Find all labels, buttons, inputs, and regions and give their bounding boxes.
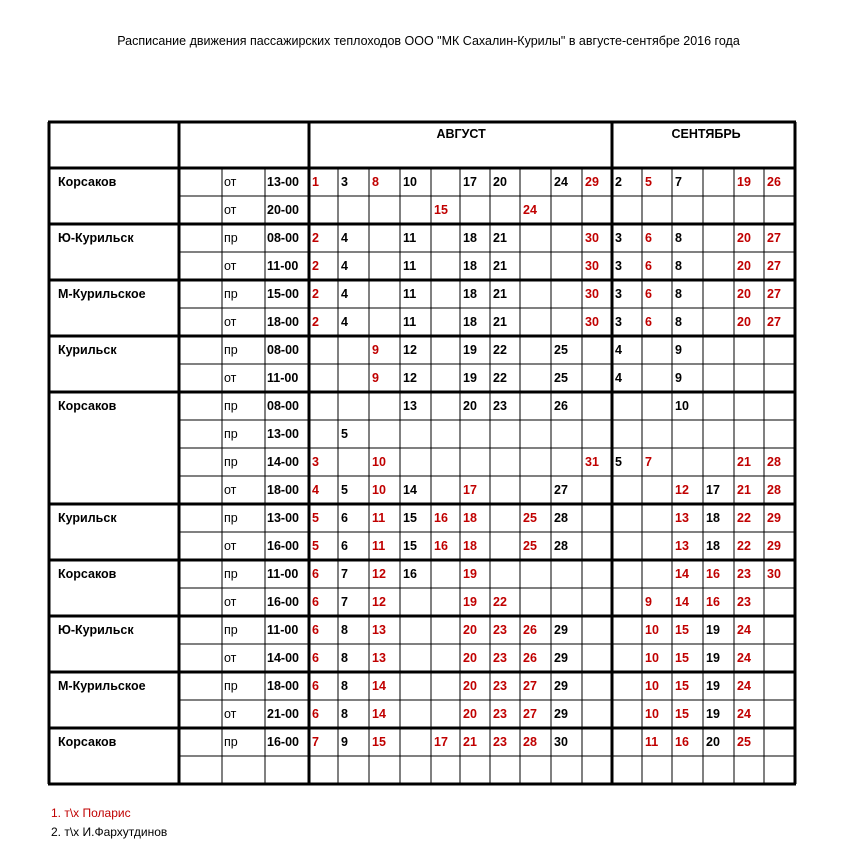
day-cell: 25: [523, 511, 537, 525]
day-cell: 4: [341, 259, 348, 273]
month-header-august: АВГУСТ: [436, 127, 486, 141]
day-cell: 9: [372, 343, 379, 357]
day-cell: 16: [706, 567, 720, 581]
day-cell: 10: [675, 399, 689, 413]
port-name: Корсаков: [58, 175, 117, 189]
day-cell: 30: [767, 567, 781, 581]
day-cell: 4: [615, 343, 622, 357]
day-cell: 7: [675, 175, 682, 189]
day-cell: 21: [493, 231, 507, 245]
day-cell: 10: [372, 455, 386, 469]
port-name: Ю-Курильск: [58, 623, 134, 637]
arrival-departure: пр: [224, 679, 238, 693]
day-cell: 6: [645, 259, 652, 273]
day-cell: 7: [341, 595, 348, 609]
day-cell: 4: [312, 483, 319, 497]
day-cell: 19: [706, 651, 720, 665]
time-cell: 16-00: [267, 735, 299, 749]
arrival-departure: пр: [224, 735, 238, 749]
day-cell: 24: [737, 707, 751, 721]
legend-ship-2: 2. т\х И.Фархутдинов: [51, 825, 168, 839]
day-cell: 10: [645, 651, 659, 665]
day-cell: 22: [493, 595, 507, 609]
arrival-departure: пр: [224, 511, 238, 525]
day-cell: 20: [463, 399, 477, 413]
day-cell: 13: [675, 539, 689, 553]
day-cell: 30: [585, 287, 599, 301]
port-name: М-Курильское: [58, 679, 146, 693]
day-cell: 16: [434, 511, 448, 525]
day-cell: 18: [463, 287, 477, 301]
day-cell: 24: [737, 651, 751, 665]
day-cell: 27: [523, 707, 537, 721]
day-cell: 20: [737, 231, 751, 245]
day-cell: 8: [372, 175, 379, 189]
day-cell: 20: [737, 259, 751, 273]
day-cell: 3: [615, 315, 622, 329]
day-cell: 11: [372, 511, 386, 525]
time-cell: 08-00: [267, 343, 299, 357]
day-cell: 3: [615, 259, 622, 273]
day-cell: 2: [312, 315, 319, 329]
day-cell: 8: [675, 315, 682, 329]
day-cell: 12: [675, 483, 689, 497]
day-cell: 27: [767, 315, 781, 329]
day-cell: 29: [554, 651, 568, 665]
day-cell: 2: [312, 287, 319, 301]
port-name: Курильск: [58, 511, 117, 525]
time-cell: 13-00: [267, 175, 299, 189]
time-cell: 11-00: [267, 567, 299, 581]
day-cell: 25: [554, 371, 568, 385]
time-cell: 21-00: [267, 707, 299, 721]
day-cell: 2: [312, 231, 319, 245]
day-cell: 16: [706, 595, 720, 609]
port-name: М-Курильское: [58, 287, 146, 301]
day-cell: 2: [615, 175, 622, 189]
day-cell: 14: [372, 679, 386, 693]
day-cell: 8: [341, 707, 348, 721]
day-cell: 8: [341, 679, 348, 693]
day-cell: 29: [554, 623, 568, 637]
arrival-departure: от: [224, 259, 237, 273]
day-cell: 4: [341, 287, 348, 301]
day-cell: 19: [463, 343, 477, 357]
day-cell: 29: [554, 679, 568, 693]
day-cell: 25: [523, 539, 537, 553]
arrival-departure: пр: [224, 287, 238, 301]
port-name: Корсаков: [58, 399, 117, 413]
day-cell: 14: [675, 595, 689, 609]
day-cell: 15: [372, 735, 386, 749]
day-cell: 4: [615, 371, 622, 385]
port-name: Корсаков: [58, 567, 117, 581]
time-cell: 13-00: [267, 427, 299, 441]
day-cell: 12: [372, 567, 386, 581]
day-cell: 14: [675, 567, 689, 581]
day-cell: 5: [615, 455, 622, 469]
time-cell: 11-00: [267, 259, 299, 273]
day-cell: 16: [403, 567, 417, 581]
day-cell: 5: [341, 427, 348, 441]
arrival-departure: от: [224, 371, 237, 385]
day-cell: 20: [706, 735, 720, 749]
time-cell: 08-00: [267, 231, 299, 245]
day-cell: 28: [523, 735, 537, 749]
day-cell: 23: [493, 679, 507, 693]
day-cell: 17: [706, 483, 720, 497]
day-cell: 23: [493, 735, 507, 749]
arrival-departure: от: [224, 483, 237, 497]
day-cell: 11: [403, 287, 417, 301]
day-cell: 14: [403, 483, 417, 497]
day-cell: 11: [403, 315, 417, 329]
day-cell: 20: [737, 287, 751, 301]
day-cell: 12: [372, 595, 386, 609]
arrival-departure: от: [224, 595, 237, 609]
day-cell: 6: [341, 539, 348, 553]
arrival-departure: от: [224, 539, 237, 553]
port-name: Ю-Курильск: [58, 231, 134, 245]
day-cell: 17: [463, 175, 477, 189]
day-cell: 18: [463, 511, 477, 525]
day-cell: 13: [403, 399, 417, 413]
day-cell: 24: [523, 203, 537, 217]
day-cell: 5: [312, 511, 319, 525]
day-cell: 25: [737, 735, 751, 749]
month-header-september: СЕНТЯБРЬ: [671, 127, 741, 141]
day-cell: 20: [463, 707, 477, 721]
day-cell: 15: [675, 623, 689, 637]
arrival-departure: от: [224, 315, 237, 329]
day-cell: 18: [463, 231, 477, 245]
day-cell: 9: [341, 735, 348, 749]
day-cell: 6: [341, 511, 348, 525]
legend-ship-1: 1. т\х Поларис: [51, 806, 131, 820]
day-cell: 27: [767, 231, 781, 245]
time-cell: 14-00: [267, 651, 299, 665]
day-cell: 28: [554, 539, 568, 553]
day-cell: 12: [403, 371, 417, 385]
day-cell: 14: [372, 707, 386, 721]
day-cell: 23: [737, 595, 751, 609]
arrival-departure: пр: [224, 343, 238, 357]
day-cell: 6: [312, 651, 319, 665]
day-cell: 10: [645, 679, 659, 693]
day-cell: 19: [706, 707, 720, 721]
day-cell: 16: [434, 539, 448, 553]
day-cell: 4: [341, 315, 348, 329]
day-cell: 30: [585, 259, 599, 273]
day-cell: 12: [403, 343, 417, 357]
day-cell: 20: [737, 315, 751, 329]
day-cell: 21: [493, 287, 507, 301]
day-cell: 10: [645, 707, 659, 721]
day-cell: 1: [312, 175, 319, 189]
arrival-departure: от: [224, 203, 237, 217]
day-cell: 26: [523, 623, 537, 637]
time-cell: 11-00: [267, 623, 299, 637]
port-name: Курильск: [58, 343, 117, 357]
arrival-departure: пр: [224, 231, 238, 245]
page-title: Расписание движения пассажирских теплоходов ООО "МК Сахалин-Курилы" в августе-сентябре 2016 года: [117, 34, 740, 48]
day-cell: 24: [554, 175, 568, 189]
day-cell: 18: [463, 259, 477, 273]
day-cell: 11: [403, 231, 417, 245]
arrival-departure: пр: [224, 455, 238, 469]
day-cell: 21: [737, 455, 751, 469]
time-cell: 18-00: [267, 315, 299, 329]
day-cell: 31: [585, 455, 599, 469]
arrival-departure: от: [224, 175, 237, 189]
day-cell: 2: [312, 259, 319, 273]
day-cell: 13: [372, 651, 386, 665]
day-cell: 30: [585, 231, 599, 245]
day-cell: 30: [554, 735, 568, 749]
arrival-departure: пр: [224, 427, 238, 441]
day-cell: 22: [737, 511, 751, 525]
day-cell: 9: [675, 371, 682, 385]
day-cell: 19: [737, 175, 751, 189]
day-cell: 11: [645, 735, 659, 749]
day-cell: 22: [493, 343, 507, 357]
day-cell: 11: [403, 259, 417, 273]
day-cell: 5: [312, 539, 319, 553]
day-cell: 29: [767, 511, 781, 525]
day-cell: 5: [341, 483, 348, 497]
day-cell: 21: [737, 483, 751, 497]
day-cell: 3: [341, 175, 348, 189]
day-cell: 8: [341, 623, 348, 637]
day-cell: 22: [737, 539, 751, 553]
day-cell: 27: [523, 679, 537, 693]
day-cell: 15: [434, 203, 448, 217]
day-cell: 15: [403, 539, 417, 553]
day-cell: 26: [523, 651, 537, 665]
day-cell: 18: [706, 539, 720, 553]
day-cell: 23: [493, 707, 507, 721]
day-cell: 20: [463, 679, 477, 693]
day-cell: 22: [493, 371, 507, 385]
time-cell: 14-00: [267, 455, 299, 469]
day-cell: 27: [767, 259, 781, 273]
day-cell: 3: [615, 287, 622, 301]
day-cell: 21: [493, 315, 507, 329]
day-cell: 4: [341, 231, 348, 245]
day-cell: 7: [645, 455, 652, 469]
day-cell: 6: [312, 707, 319, 721]
day-cell: 18: [706, 511, 720, 525]
day-cell: 23: [493, 399, 507, 413]
day-cell: 8: [675, 259, 682, 273]
day-cell: 23: [737, 567, 751, 581]
day-cell: 23: [493, 651, 507, 665]
day-cell: 10: [645, 623, 659, 637]
time-cell: 16-00: [267, 595, 299, 609]
arrival-departure: пр: [224, 567, 238, 581]
arrival-departure: пр: [224, 623, 238, 637]
day-cell: 10: [372, 483, 386, 497]
time-cell: 15-00: [267, 287, 299, 301]
day-cell: 10: [403, 175, 417, 189]
day-cell: 8: [341, 651, 348, 665]
day-cell: 6: [645, 287, 652, 301]
day-cell: 9: [645, 595, 652, 609]
day-cell: 13: [372, 623, 386, 637]
day-cell: 19: [706, 623, 720, 637]
time-cell: 18-00: [267, 679, 299, 693]
arrival-departure: от: [224, 651, 237, 665]
day-cell: 30: [585, 315, 599, 329]
day-cell: 6: [312, 595, 319, 609]
time-cell: 08-00: [267, 399, 299, 413]
day-cell: 23: [493, 623, 507, 637]
day-cell: 15: [403, 511, 417, 525]
day-cell: 3: [312, 455, 319, 469]
day-cell: 9: [372, 371, 379, 385]
day-cell: 15: [675, 679, 689, 693]
day-cell: 28: [767, 455, 781, 469]
day-cell: 29: [554, 707, 568, 721]
day-cell: 6: [645, 315, 652, 329]
day-cell: 5: [645, 175, 652, 189]
day-cell: 19: [463, 595, 477, 609]
day-cell: 20: [493, 175, 507, 189]
day-cell: 19: [706, 679, 720, 693]
day-cell: 28: [554, 511, 568, 525]
day-cell: 15: [675, 651, 689, 665]
day-cell: 7: [312, 735, 319, 749]
time-cell: 16-00: [267, 539, 299, 553]
day-cell: 29: [585, 175, 599, 189]
day-cell: 18: [463, 315, 477, 329]
day-cell: 3: [615, 231, 622, 245]
day-cell: 25: [554, 343, 568, 357]
day-cell: 19: [463, 567, 477, 581]
day-cell: 13: [675, 511, 689, 525]
day-cell: 19: [463, 371, 477, 385]
arrival-departure: пр: [224, 399, 238, 413]
day-cell: 26: [767, 175, 781, 189]
day-cell: 6: [312, 679, 319, 693]
day-cell: 18: [463, 539, 477, 553]
day-cell: 27: [767, 287, 781, 301]
day-cell: 29: [767, 539, 781, 553]
day-cell: 17: [434, 735, 448, 749]
day-cell: 24: [737, 623, 751, 637]
day-cell: 8: [675, 287, 682, 301]
day-cell: 28: [767, 483, 781, 497]
day-cell: 16: [675, 735, 689, 749]
time-cell: 18-00: [267, 483, 299, 497]
day-cell: 20: [463, 651, 477, 665]
day-cell: 21: [493, 259, 507, 273]
day-cell: 17: [463, 483, 477, 497]
day-cell: 15: [675, 707, 689, 721]
day-cell: 6: [645, 231, 652, 245]
day-cell: 24: [737, 679, 751, 693]
port-name: Корсаков: [58, 735, 117, 749]
day-cell: 7: [341, 567, 348, 581]
time-cell: 20-00: [267, 203, 299, 217]
day-cell: 20: [463, 623, 477, 637]
day-cell: 6: [312, 567, 319, 581]
day-cell: 27: [554, 483, 568, 497]
day-cell: 26: [554, 399, 568, 413]
time-cell: 11-00: [267, 371, 299, 385]
time-cell: 13-00: [267, 511, 299, 525]
day-cell: 9: [675, 343, 682, 357]
day-cell: 21: [463, 735, 477, 749]
day-cell: 11: [372, 539, 386, 553]
day-cell: 8: [675, 231, 682, 245]
arrival-departure: от: [224, 707, 237, 721]
day-cell: 6: [312, 623, 319, 637]
